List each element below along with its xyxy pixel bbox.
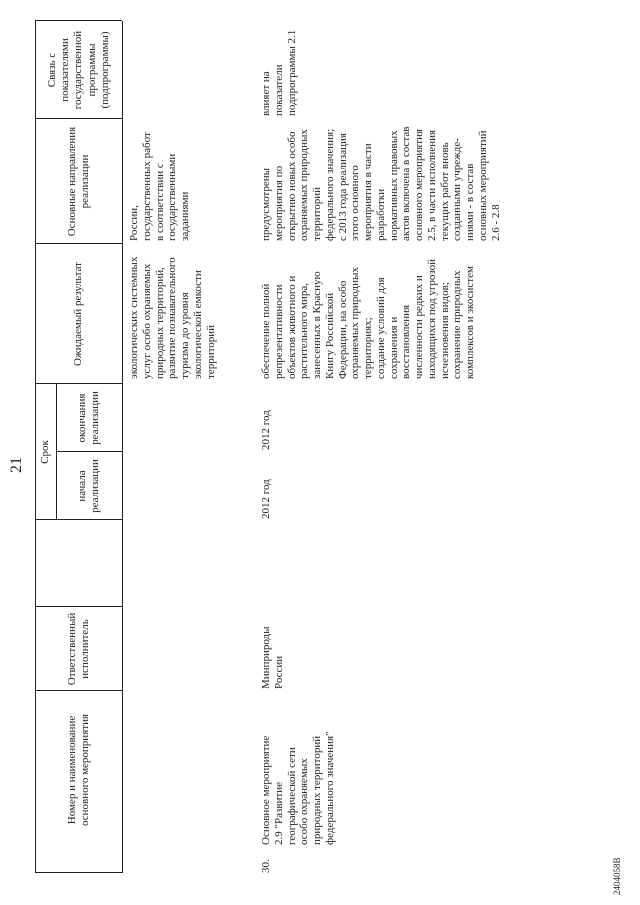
col-border-5 [35, 383, 122, 384]
col-border-8 [35, 20, 122, 21]
header-bottom-border [122, 21, 123, 873]
page-number: 21 [8, 457, 25, 473]
header-number-name: Номер и наименование основного мероприятия [65, 713, 91, 827]
col-border-7 [35, 118, 122, 119]
row-responsible: Минприроды России [260, 626, 285, 689]
header-directions: Основные направления реализации [65, 126, 91, 237]
header-end: окончания реализации [75, 391, 101, 445]
row-number: 30. [260, 859, 272, 873]
continuation-directions: России, государственных работ в соответствии с государственными заданиями [128, 132, 191, 241]
col-border-2 [35, 606, 122, 607]
col-border-3 [35, 519, 122, 520]
header-link: Связь с показателями государственной программы (подпрограммы) [46, 30, 111, 110]
header-result: Ожидаемый результат [72, 262, 85, 366]
row-link: влияет на показатели подпрограммы 2.1 [260, 29, 298, 116]
header-term: Срок [39, 440, 52, 464]
document-id: 2404058В [612, 857, 622, 895]
row-end: 2012 год [260, 410, 272, 450]
col-border-0 [35, 872, 122, 873]
continuation-result: экологических системных услуг особо охраняемых природных территорий, развитие познавательного туризма до уровня экологической емкости территорий [128, 256, 217, 379]
row-directions: предусмотрены мероприятия по открытию новых особо охраняемых природных территорий федерального значения; с 2013 года реализация этого основного мероприятия в части разработки нормативных правовых актов включена в состав основного мероприятия 2.5, в части исполнения текущих работ вновь созданными учрежде- ниями - в состав основных мероприятий 2.6 - 2.8 [260, 126, 502, 241]
row-result: обеспечение полной репрезентативности объектов животного и растительного мира, занесенных в Красную Книгу Российской Федерации, на особо охраняемых природных территориях; создание условий для сохранения и восстановления численности редких и находящихся под угрозой исчезновения видов; сохранение природных комплексов и экосистем [260, 258, 476, 379]
header-responsible: Ответственный исполнитель [65, 612, 91, 686]
header-start: начала реализации [75, 459, 101, 513]
row-start: 2012 год [260, 479, 272, 519]
col-border-4 [56, 451, 122, 452]
col-border-1 [35, 690, 122, 691]
col-border-6 [35, 243, 122, 244]
row-name: Основное мероприятие 2.9 "Развитие географической сети особо охраняемых природных территорий федерального значения" [260, 731, 336, 845]
